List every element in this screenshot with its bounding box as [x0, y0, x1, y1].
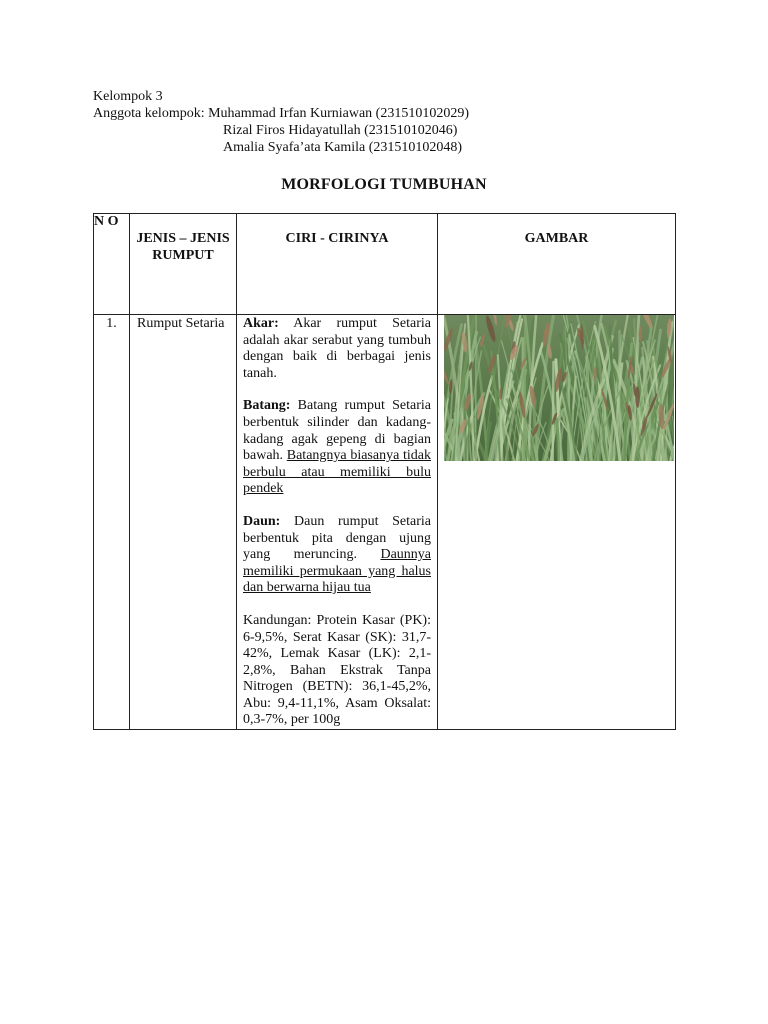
- daun-label: Daun:: [243, 513, 281, 529]
- header-jenis: JENIS – JENIS RUMPUT: [130, 214, 237, 315]
- header-no: N O: [94, 214, 130, 315]
- header-gambar: GAMBAR: [438, 214, 676, 315]
- page-title: MORFOLOGI TUMBUHAN: [281, 176, 487, 193]
- batang-label: Batang:: [243, 398, 291, 414]
- morphology-table: [93, 213, 676, 730]
- group-name: Kelompok 3: [93, 89, 163, 104]
- grass-photo: [444, 315, 674, 461]
- row-number: 1.: [94, 315, 130, 730]
- batang-text: Batang rumput Setaria berbentuk silinder dan kadang-kadang agak gepeng di bagian bawah.: [243, 398, 431, 464]
- batang-paragraph: [243, 398, 431, 498]
- member-name: Rizal Firos Hidayatullah (231510102046): [223, 123, 458, 138]
- member-name: Muhammad Irfan Kurniawan (231510102029): [208, 106, 469, 121]
- document-header: [93, 88, 469, 156]
- kandungan-paragraph: Kandungan: Protein Kasar (PK): 6-9,5%, Serat Kasar (SK): 31,7-42%, Lemak Kasar (LK): 2,1-2,8%, Bahan Ekstrak Tanpa Nitrogen (BETN): 36,1-45,2%, Abu: 9,4-11,1%, Asam Oksalat: 0,3-7%, per 100g: [243, 612, 431, 728]
- daun-paragraph: [243, 514, 431, 597]
- daun-text: Daun rumput Setaria berbentuk pita dengan ujung yang meruncing.: [243, 513, 431, 563]
- characteristics-cell: [237, 315, 438, 730]
- grass-species: Rumput Setaria: [130, 315, 237, 730]
- member-name: Amalia Syafa’ata Kamila (231510102048): [223, 140, 463, 155]
- members-label: Anggota kelompok:: [93, 106, 205, 121]
- image-cell: [438, 315, 676, 730]
- akar-label: Akar:: [243, 316, 279, 331]
- akar-text: Akar rumput Setaria adalah akar serabut yang tumbuh dengan baik di berbagai jenis tanah.: [243, 316, 431, 381]
- akar-paragraph: [243, 316, 431, 382]
- daun-underlined-text: Daunnya memiliki permukaan yang halus dan berwarna hijau tua: [243, 547, 431, 596]
- header-ciri: CIRI - CIRINYA: [237, 214, 438, 315]
- table-header-row: [94, 214, 676, 315]
- table-row: [94, 315, 676, 730]
- batang-underlined-text: Batangnya biasanya tidak berbulu atau memiliki bulu pendek: [243, 448, 431, 497]
- members-line-1: [93, 105, 469, 122]
